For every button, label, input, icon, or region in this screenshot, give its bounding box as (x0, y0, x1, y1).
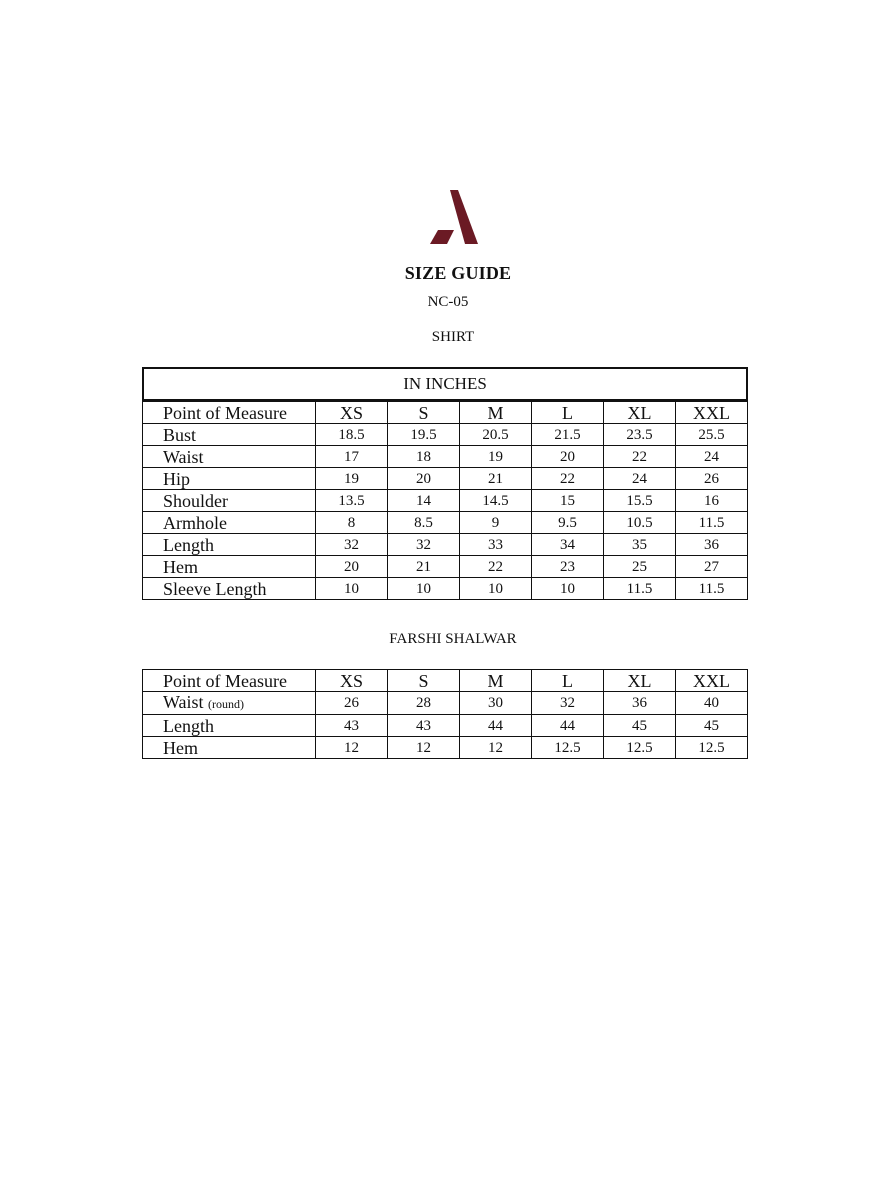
measure-name: Waist (163, 446, 204, 467)
size-value-cell: 32 (388, 534, 460, 556)
measure-name-cell (143, 737, 316, 759)
size-value-cell: 10 (460, 578, 532, 600)
size-value-cell: 9.5 (532, 512, 604, 534)
column-header-size: XS (316, 670, 388, 692)
size-value-cell: 12.5 (532, 737, 604, 759)
measure-name-cell (143, 715, 316, 737)
size-value-cell: 12 (316, 737, 388, 759)
size-value-cell: 24 (676, 446, 748, 468)
measure-name: Bust (163, 424, 197, 445)
brand-logo (428, 190, 480, 246)
size-value-cell: 8 (316, 512, 388, 534)
size-value-cell: 40 (676, 692, 748, 715)
column-header-size: L (532, 402, 604, 424)
size-value-cell: 15 (532, 490, 604, 512)
size-value-cell: 27 (676, 556, 748, 578)
size-value-cell: 11.5 (604, 578, 676, 600)
column-header-size: S (388, 670, 460, 692)
size-value-cell: 10 (532, 578, 604, 600)
measure-name-cell (143, 692, 316, 715)
size-value-cell: 21 (460, 468, 532, 490)
shalwar-size-table (142, 669, 748, 759)
column-header-size: S (388, 402, 460, 424)
size-value-cell: 13.5 (316, 490, 388, 512)
table-row (143, 424, 748, 446)
shirt-section-label: SHIRT (431, 329, 475, 345)
size-value-cell: 44 (532, 715, 604, 737)
logo-mark (450, 190, 478, 244)
size-value-cell: 33 (460, 534, 532, 556)
size-value-cell: 24 (604, 468, 676, 490)
size-value-cell: 11.5 (676, 512, 748, 534)
table-row (143, 534, 748, 556)
measure-name: Waist (163, 692, 204, 712)
table-row (143, 468, 748, 490)
size-value-cell: 44 (460, 715, 532, 737)
size-value-cell: 22 (460, 556, 532, 578)
shirt-size-table (142, 401, 748, 600)
size-value-cell: 43 (316, 715, 388, 737)
measure-name-cell (143, 424, 316, 446)
size-value-cell: 25 (604, 556, 676, 578)
size-value-cell: 45 (676, 715, 748, 737)
size-value-cell: 20 (532, 446, 604, 468)
column-header-size: XL (604, 402, 676, 424)
size-value-cell: 9 (460, 512, 532, 534)
table-row (143, 715, 748, 737)
size-value-cell: 21 (388, 556, 460, 578)
table-row (143, 578, 748, 600)
measure-name-cell (143, 446, 316, 468)
column-header-size: XXL (676, 670, 748, 692)
size-value-cell: 19.5 (388, 424, 460, 446)
size-value-cell: 21.5 (532, 424, 604, 446)
size-value-cell: 11.5 (676, 578, 748, 600)
measure-name: Hip (163, 468, 190, 489)
size-value-cell: 12.5 (676, 737, 748, 759)
logo-mark-crossbar (430, 230, 454, 244)
table-header-row (143, 670, 748, 692)
size-value-cell: 19 (316, 468, 388, 490)
size-value-cell: 16 (676, 490, 748, 512)
size-value-cell: 32 (532, 692, 604, 715)
size-value-cell: 12 (388, 737, 460, 759)
measure-name-cell (143, 468, 316, 490)
column-header-size: XS (316, 402, 388, 424)
size-value-cell: 23.5 (604, 424, 676, 446)
size-value-cell: 36 (676, 534, 748, 556)
measure-name-cell (143, 512, 316, 534)
size-value-cell: 28 (388, 692, 460, 715)
measure-name: Sleeve Length (163, 578, 267, 599)
size-value-cell: 15.5 (604, 490, 676, 512)
size-value-cell: 12 (460, 737, 532, 759)
column-header-size: XL (604, 670, 676, 692)
measure-name: Armhole (163, 512, 227, 533)
size-value-cell: 36 (604, 692, 676, 715)
table-row (143, 490, 748, 512)
measure-name: Length (163, 715, 214, 736)
size-value-cell: 10 (316, 578, 388, 600)
size-value-cell: 22 (532, 468, 604, 490)
size-value-cell: 20 (316, 556, 388, 578)
size-value-cell: 23 (532, 556, 604, 578)
column-header-measure: Point of Measure (143, 670, 316, 692)
table-row (143, 692, 748, 715)
size-value-cell: 22 (604, 446, 676, 468)
size-value-cell: 17 (316, 446, 388, 468)
size-value-cell: 26 (676, 468, 748, 490)
size-value-cell: 26 (316, 692, 388, 715)
size-value-cell: 20.5 (460, 424, 532, 446)
size-value-cell: 10 (388, 578, 460, 600)
measure-name: Hem (163, 737, 198, 758)
measure-name-cell (143, 578, 316, 600)
measure-name: Shoulder (163, 490, 228, 511)
measure-name: Length (163, 534, 214, 555)
shalwar-section-label: FARSHI SHALWAR (389, 631, 517, 647)
size-value-cell: 18.5 (316, 424, 388, 446)
size-value-cell: 19 (460, 446, 532, 468)
size-value-cell: 45 (604, 715, 676, 737)
table-header-row (143, 402, 748, 424)
unit-banner: IN INCHES (142, 367, 748, 401)
size-value-cell: 12.5 (604, 737, 676, 759)
size-value-cell: 14.5 (460, 490, 532, 512)
measure-name-cell (143, 534, 316, 556)
column-header-size: M (460, 670, 532, 692)
table-row (143, 446, 748, 468)
size-value-cell: 20 (388, 468, 460, 490)
size-value-cell: 8.5 (388, 512, 460, 534)
size-value-cell: 30 (460, 692, 532, 715)
size-value-cell: 32 (316, 534, 388, 556)
size-value-cell: 34 (532, 534, 604, 556)
table-row (143, 512, 748, 534)
size-value-cell: 10.5 (604, 512, 676, 534)
size-value-cell: 14 (388, 490, 460, 512)
column-header-size: XXL (676, 402, 748, 424)
measure-name-cell (143, 490, 316, 512)
column-header-size: L (532, 670, 604, 692)
size-value-cell: 25.5 (676, 424, 748, 446)
size-value-cell: 43 (388, 715, 460, 737)
table-row (143, 556, 748, 578)
measure-note: (round) (208, 697, 245, 711)
size-value-cell: 35 (604, 534, 676, 556)
table-row (143, 737, 748, 759)
page-title: SIZE GUIDE (404, 263, 512, 283)
size-value-cell: 18 (388, 446, 460, 468)
column-header-size: M (460, 402, 532, 424)
measure-name-cell (143, 556, 316, 578)
column-header-measure: Point of Measure (143, 402, 316, 424)
measure-name: Hem (163, 556, 198, 577)
product-code: NC-05 (427, 294, 469, 310)
